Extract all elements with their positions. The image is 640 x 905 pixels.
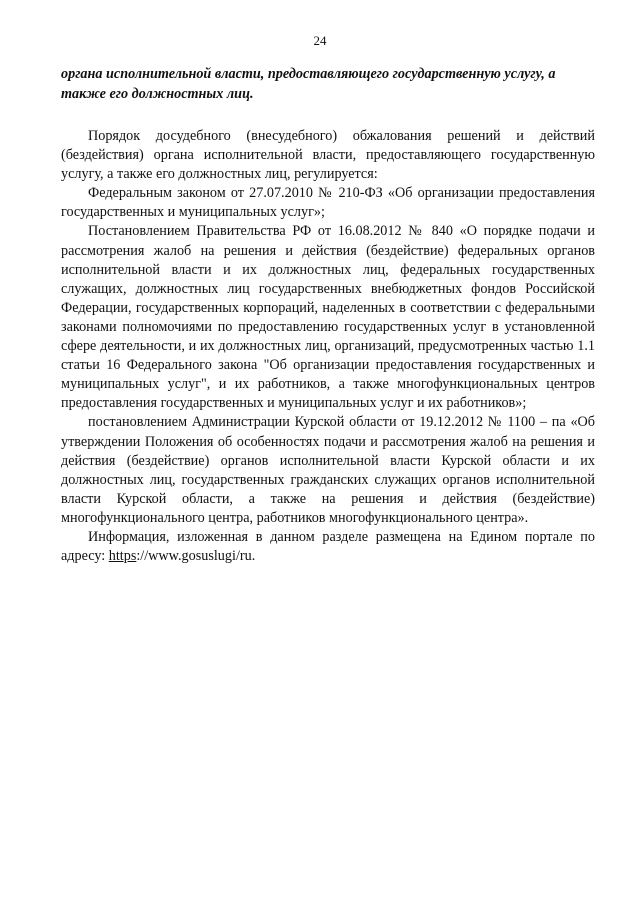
portal-link-suffix: ://www.gosuslugi/ru.: [136, 548, 256, 565]
paragraph-federal-law: Федеральным законом от 27.07.2010 № 210-ФЗ «Об организации предоставления государственных и муниципальных услуг»;: [61, 185, 595, 221]
page-number: 24: [313, 33, 327, 48]
document-body: [61, 127, 595, 566]
paragraph-info: [61, 528, 595, 566]
paragraph-appeal-procedure: Порядок досудебного (внесудебного) обжалования решений и действий (бездействия) органа исполнительной власти, предоставляющего государственную услугу, а также его должностных лиц, регулируется:: [61, 128, 595, 183]
info-text: Информация, изложенная в данном разделе размещена на Едином портале по адресу:: [61, 528, 595, 565]
paragraph-government-decree: Постановлением Правительства РФ от 16.08.2012 № 840 «О порядке подачи и рассмотрения жалоб на решения и действия (бездействие) федеральных органов исполнительной власти и их должностных лиц, федеральных государственных служащих, должностных лиц государственных внебюджетных фондов Российской Федерации, государственных корпораций, наделенных в соответствии с федеральными законами полномочиями по предоставлению государственных услуг в установленной сфере деятельности, и их должностных лиц, организаций, предусмотренных частью 1.1 статьи 16 Федерального закона "Об организации предоставления государственных и муниципальных услуг", и их работников, а также многофункциональных центров предоставления государственных и муниципальных услуг и их работников»;: [61, 223, 595, 412]
section-heading: органа исполнительной власти, предоставляющего государственную услугу, а также его должностных лиц.: [61, 66, 556, 102]
paragraph-kursk-decree: постановлением Администрации Курской области от 19.12.2012 № 1100 – па «Об утверждении Положения об особенностях подачи и рассмотрения жалоб на решения и действия (бездействие) органов исполнительной власти Курской области и их должностных лиц, государственных гражданских служащих органов исполнительной власти Курской области, а также на решения и действия (бездействие) многофункционального центра, работников многофункционального центра».: [61, 414, 595, 526]
portal-link[interactable]: https: [108, 548, 137, 565]
